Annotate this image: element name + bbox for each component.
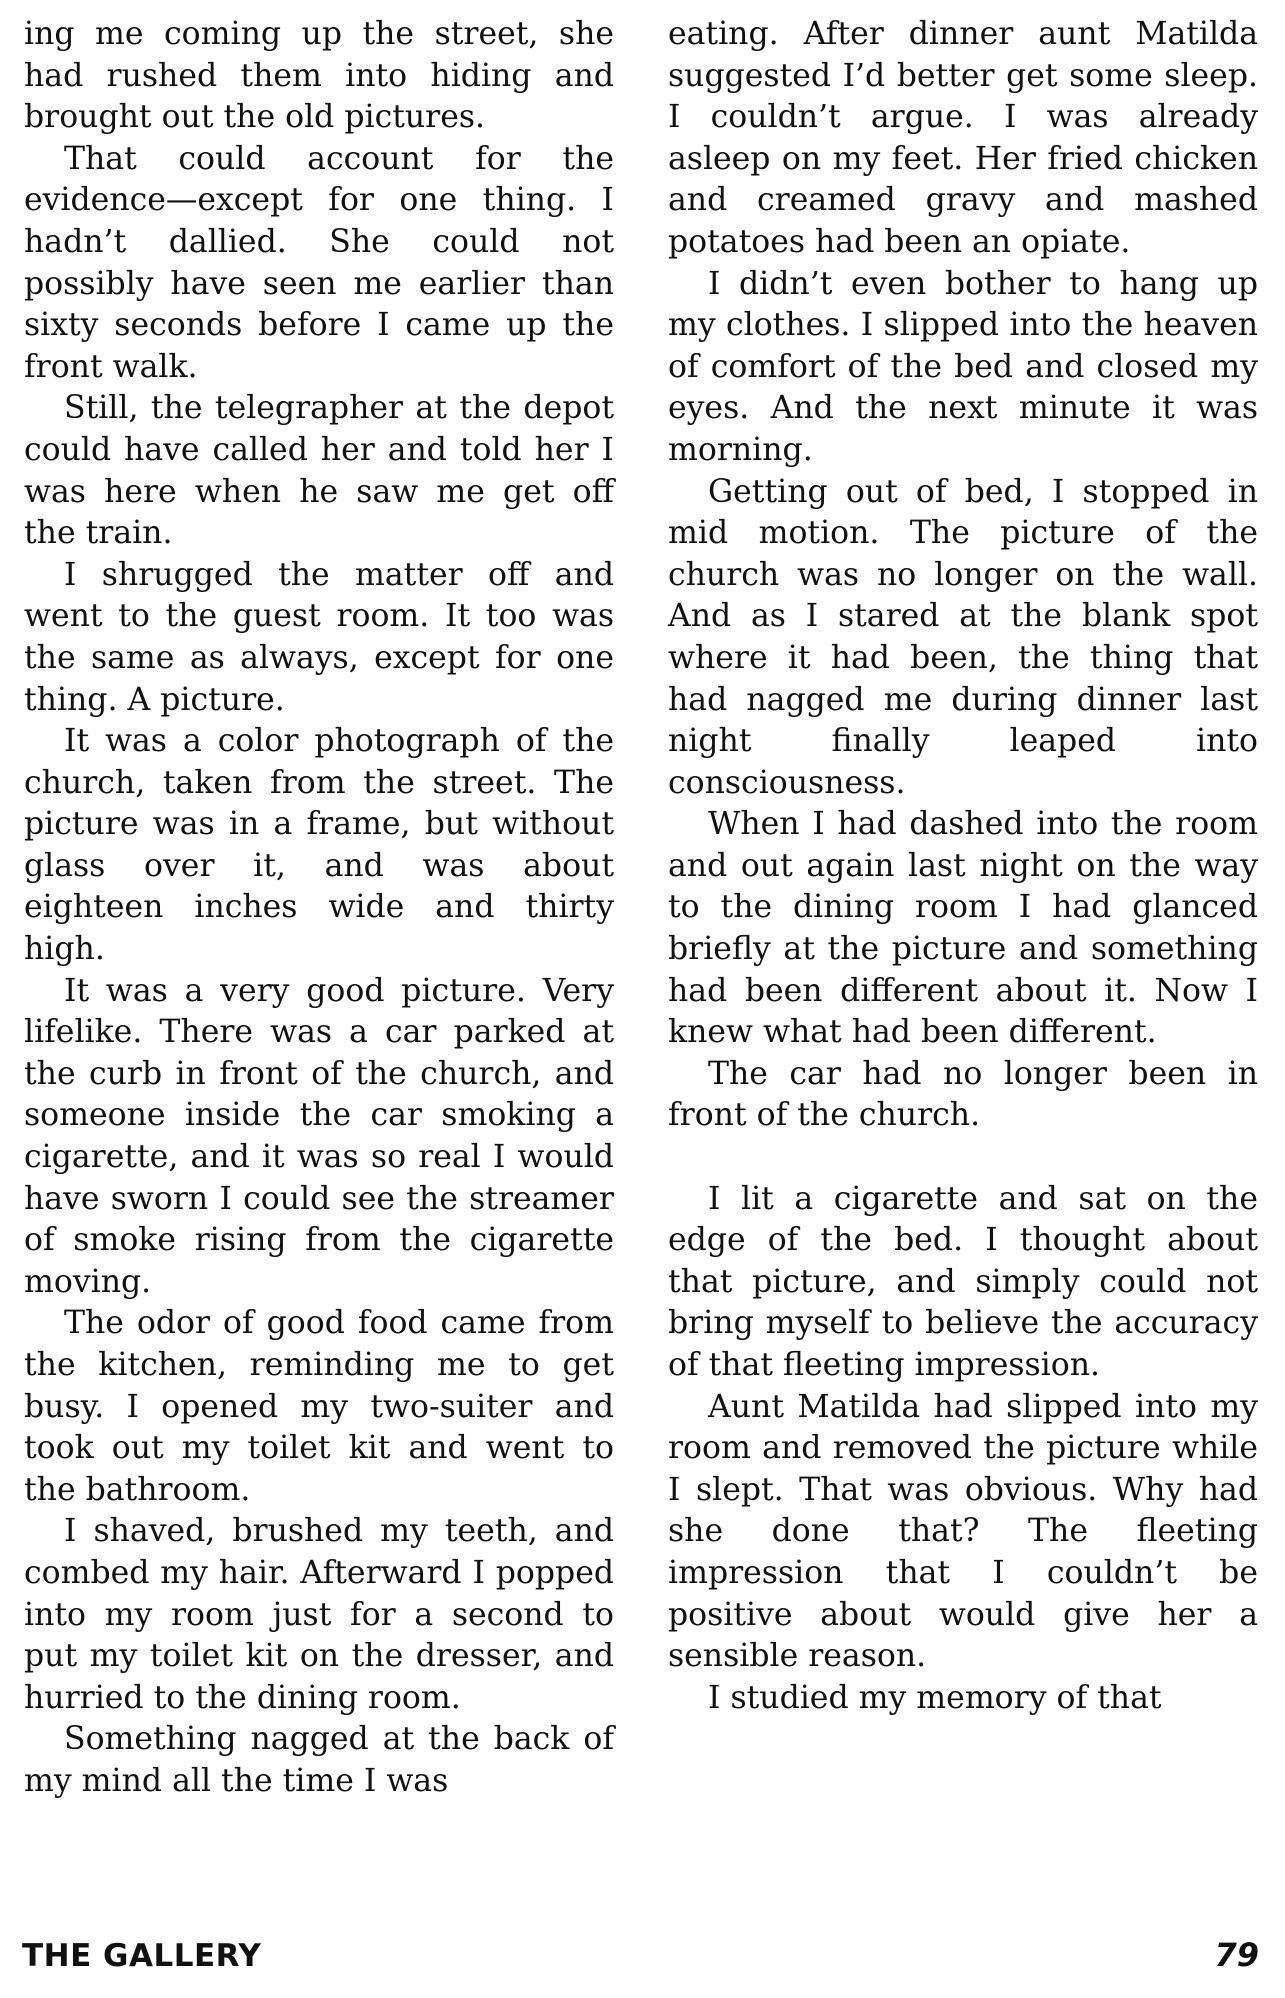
- magazine-title: THE GALLERY: [22, 1938, 262, 1974]
- page-number: 79: [1214, 1936, 1259, 1974]
- paragraph: It was a very good picture. Very lifelike. There was a car parked at the curb in front of the church, and someone inside the car smoking a cigarette, and it was so real I would have sworn I could see the streamer of smoke rising from the cigarette moving.: [24, 972, 614, 1300]
- left-column: [24, 14, 614, 1803]
- paragraph: The odor of good food came from the kitchen, reminding me to get busy. I opened my two-suiter and took out my toilet kit and went to the bathroom.: [24, 1305, 614, 1508]
- paragraph: It was a color photograph of the church, taken from the street. The picture was in a frame, but without glass over it, and was about eighteen inches wide and thirty high.: [24, 723, 614, 968]
- paragraph: ing me coming up the street, she had rushed them into hiding and brought out the old pictures.: [24, 16, 614, 136]
- paragraph: The car had no longer been in front of the church.: [668, 1055, 1258, 1134]
- paragraph: I studied my memory of that: [708, 1679, 1162, 1716]
- right-column: [668, 14, 1258, 1719]
- paragraph: Still, the telegrapher at the depot could have called her and told her I was here when he saw me get off the train.: [24, 390, 614, 552]
- paragraph: eating. After dinner aunt Matilda suggested I’d better get some sleep. I couldn’t argue. I was already asleep on my feet. Her fried chicken and creamed gravy and mashed potatoes had been an opiate.: [668, 16, 1258, 260]
- paragraph: Something nagged at the back of my mind all the time I was: [24, 1721, 614, 1799]
- paragraph: Getting out of bed, I stopped in mid motion. The picture of the church was no longer on the wall. And as I stared at the blank spot where it had been, the thing that had nagged me during dinner last night finally leaped into consciousness.: [668, 473, 1258, 801]
- paragraph: I shrugged the matter off and went to the guest room. It too was the same as always, except for one thing. A picture.: [24, 556, 614, 718]
- paragraph: I shaved, brushed my teeth, and combed my hair. Afterward I popped into my room just for a second to put my toilet kit on the dresser, and hurried to the dining room.: [24, 1513, 614, 1716]
- paragraph: Aunt Matilda had slipped into my room and removed the picture while I slept. That was obvious. Why had she done that? The fleeting impression that I couldn’t be positive about would give her a sensible reason.: [668, 1388, 1258, 1675]
- section-break: [668, 1137, 1258, 1179]
- paragraph: When I had dashed into the room and out again last night on the way to the dining room I had glanced briefly at the picture and something had been different about it. Now I knew what had been different.: [668, 806, 1258, 1051]
- paragraph: I didn’t even bother to hang up my clothes. I slipped into the heaven of comfort of the bed and closed my eyes. And the next minute it was morning.: [668, 265, 1258, 468]
- paragraph: I lit a cigarette and sat on the edge of the bed. I thought about that picture, and simply could not bring myself to believe the accuracy of that fleeting impression.: [668, 1180, 1258, 1383]
- paragraph: That could account for the evidence—except for one thing. I hadn’t dallied. She could not possibly have seen me earlier than sixty seconds before I came up the front walk.: [24, 140, 614, 385]
